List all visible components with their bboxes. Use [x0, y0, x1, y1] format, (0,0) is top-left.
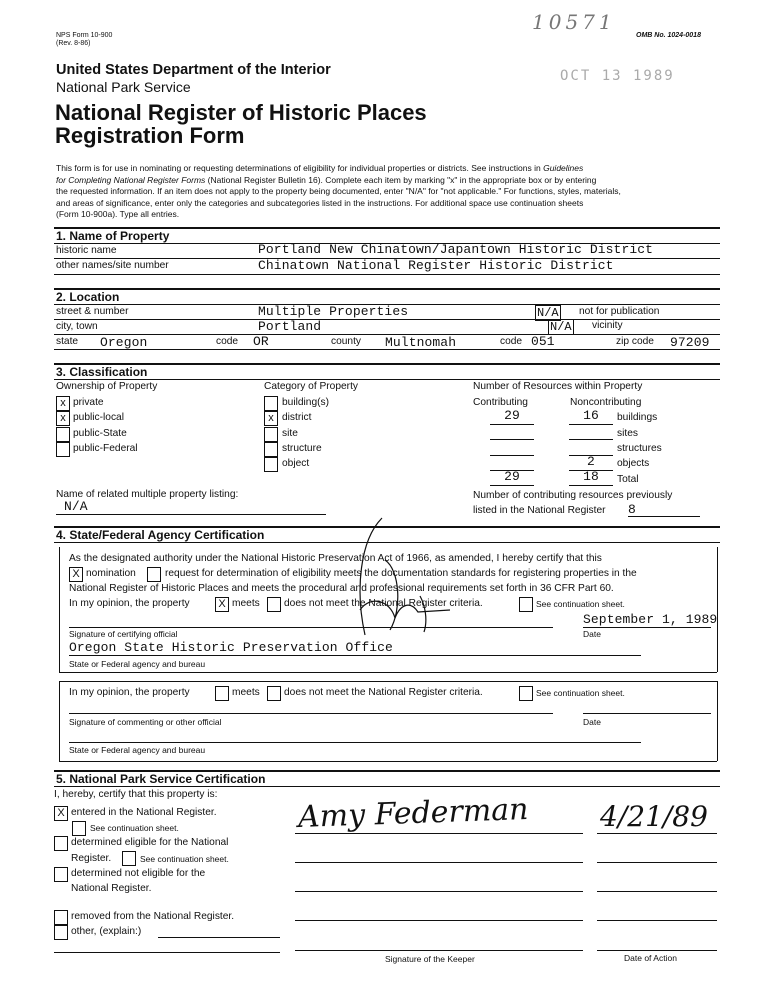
ownership-public-local-checkbox[interactable]: x [56, 411, 70, 426]
opinion-2-label: In my opinion, the property [69, 687, 190, 698]
resources-heading: Number of Resources within Property [473, 381, 643, 392]
county-code-value[interactable]: 051 [531, 334, 555, 349]
agency-2-label: State or Federal agency and bureau [69, 745, 206, 755]
see-continuation-2-label: See continuation sheet. [536, 688, 625, 698]
box-border-top [59, 681, 717, 682]
meets-2-checkbox[interactable] [215, 686, 229, 701]
section-1-heading: 1. Name of Property [56, 229, 170, 243]
objects-label: objects [617, 458, 650, 469]
previously-listed-value[interactable]: 8 [628, 502, 636, 517]
certifying-signature-scribble [300, 500, 500, 640]
box-border-bottom [59, 672, 717, 673]
date-2-line [583, 713, 711, 714]
action-date[interactable]: 4/21/89 [600, 800, 708, 833]
sites-label: sites [617, 428, 638, 439]
see-continuation-2-checkbox[interactable] [519, 686, 533, 701]
agency-value[interactable]: Oregon State Historic Preservation Office [69, 640, 393, 655]
related-listing-value[interactable]: N/A [64, 499, 88, 514]
category-object-checkbox[interactable] [264, 457, 278, 472]
noncontributing-objects[interactable]: 2 [587, 454, 595, 469]
service: National Park Service [56, 79, 191, 95]
action-line [597, 950, 717, 951]
date-of-action-label: Date of Action [624, 953, 677, 963]
vicinity-box[interactable]: N/A [550, 320, 572, 334]
other-checkbox[interactable] [54, 925, 68, 940]
historic-name-value[interactable]: Portland New Chinatown/Japantown Historic District [258, 242, 654, 257]
entered-continuation-checkbox[interactable] [72, 821, 86, 836]
related-listing-label: Name of related multiple property listing: [56, 489, 239, 500]
keeper-signature-label: Signature of the Keeper [385, 954, 475, 964]
category-heading: Category of Property [264, 381, 358, 392]
signature-label: Signature of certifying official [69, 629, 178, 639]
state-code-value[interactable]: OR [253, 334, 269, 349]
nomination-label: nomination [86, 568, 136, 579]
not-eligible-label-2: National Register. [71, 883, 152, 894]
ownership-public-federal-checkbox[interactable] [56, 442, 70, 457]
county-code-label: code [500, 336, 523, 347]
form-subtitle: Registration Form [55, 123, 245, 148]
form-number: NPS Form 10-900 [56, 32, 113, 39]
nps-intro: I, hereby, certify that this property is: [54, 789, 218, 800]
section-3-rule [54, 363, 720, 365]
underline [490, 424, 534, 425]
section-2-rule [54, 288, 720, 290]
signature-2-line [69, 713, 553, 714]
keeper-line [295, 891, 583, 892]
underline [56, 514, 326, 515]
agency-line [69, 655, 641, 656]
street-label: street & number [56, 306, 129, 317]
eligible-continuation-label: See continuation sheet. [140, 854, 229, 864]
nomination-checkbox[interactable]: X [69, 567, 83, 582]
cert-paragraph-2: request for determination of eligibility meets the documentation standards for registering properties in the [165, 568, 637, 579]
vicinity-label: vicinity [592, 320, 623, 331]
entered-continuation-label: See continuation sheet. [90, 823, 179, 833]
stamp-number: 10571 [532, 10, 616, 34]
category-building-checkbox[interactable] [264, 396, 278, 411]
other-names-value[interactable]: Chinatown National Register Historic District [258, 258, 614, 273]
box-border-bottom [59, 761, 717, 762]
section-3-heading: 3. Classification [56, 365, 148, 379]
box-border-left [59, 547, 60, 672]
city-value[interactable]: Portland [258, 319, 322, 334]
category-district-checkbox[interactable]: x [264, 411, 278, 426]
category-district-label: district [282, 412, 312, 423]
state-value[interactable]: Oregon [100, 335, 148, 350]
entered-checkbox[interactable]: X [54, 806, 68, 821]
buildings-label: buildings [617, 412, 658, 423]
underline [569, 485, 613, 486]
date-2-label: Date [583, 717, 601, 727]
zip-value[interactable]: 97209 [670, 335, 710, 350]
underline [628, 516, 700, 517]
keeper-line [295, 862, 583, 863]
form-revision: (Rev. 8-86) [56, 40, 91, 47]
contributing-total[interactable]: 29 [504, 469, 520, 484]
underline [490, 455, 534, 456]
removed-checkbox[interactable] [54, 910, 68, 925]
not-eligible-label: determined not eligible for the [71, 868, 206, 879]
city-label: city, town [56, 321, 98, 332]
box-border-left [59, 681, 60, 761]
previously-listed-label: Number of contributing resources previously [473, 490, 673, 501]
ownership-public-federal-label: public-Federal [73, 443, 138, 454]
see-continuation-checkbox[interactable] [519, 597, 533, 612]
section-4-heading: 4. State/Federal Agency Certification [56, 528, 265, 542]
agency-2-line [69, 742, 641, 743]
received-stamp: OCT 13 1989 [560, 68, 675, 84]
state-label: state [56, 336, 79, 347]
noncontributing-heading: Noncontributing [570, 397, 642, 408]
section-2-heading: 2. Location [56, 290, 120, 304]
ownership-private-label: private [73, 397, 104, 408]
contributing-heading: Contributing [473, 397, 528, 408]
category-site-label: site [282, 428, 298, 439]
zip-label: zip code [616, 336, 654, 347]
rule [54, 379, 720, 380]
meets-checkbox[interactable]: X [215, 597, 229, 612]
ownership-public-state-checkbox[interactable] [56, 427, 70, 442]
cert-paragraph-1: As the designated authority under the National Historic Preservation Act of 1966, as amended, I hereby certify that this [69, 553, 602, 564]
historic-name-label: historic name [56, 245, 117, 256]
total-label: Total [617, 474, 639, 485]
agency-label: State or Federal agency and bureau [69, 659, 206, 669]
date-line [583, 627, 711, 628]
meets-2-label: meets [232, 687, 260, 698]
category-structure-checkbox[interactable] [264, 442, 278, 457]
certification-date[interactable]: September 1, 1989 [583, 612, 718, 627]
eligible-label: determined eligible for the National [71, 837, 229, 848]
instructions: This form is for use in nominating or requesting determinations of eligibility for individual properties or districts. See instructions in Guidelines for Completing National Register Forms (National Register Bulletin 16). Complete each item by marking "x" in the appropriate box or by entering the requested information. If an item does not apply to the property being documented, enter "N/A" for "not applicable." For functions, styles, materials, and areas of significance, enter only the categories and subcategories listed in the instructions. For additional space use continuation sheets (Form 10-900a). Type all entries. [56, 163, 621, 219]
state-code-label: code [216, 336, 239, 347]
eligible-checkbox[interactable] [54, 836, 68, 851]
other-explain-line-2 [54, 952, 280, 953]
county-value[interactable]: Multnomah [385, 335, 457, 350]
form-title: National Register of Historic Places [55, 100, 427, 125]
box-border-right [717, 547, 718, 672]
ownership-public-local-label: public-local [73, 412, 124, 423]
rule [54, 786, 720, 787]
other-label: other, (explain:) [71, 926, 142, 937]
underline [490, 485, 534, 486]
does-not-meet-checkbox[interactable] [267, 597, 281, 612]
signature-2-label: Signature of commenting or other official [69, 717, 222, 727]
omb-number: OMB No. 1024-0018 [636, 32, 701, 39]
entered-label: entered in the National Register. [71, 807, 217, 818]
underline [569, 424, 613, 425]
rule [54, 349, 720, 350]
underline [490, 439, 534, 440]
does-not-meet-label: does not meet the National Register criteria. [284, 598, 483, 609]
category-object-label: object [282, 458, 310, 469]
see-continuation-label: See continuation sheet. [536, 599, 625, 609]
action-line [597, 833, 717, 834]
category-site-checkbox[interactable] [264, 427, 278, 442]
not-for-publication-label: not for publication [579, 306, 660, 317]
noncontributing-buildings[interactable]: 16 [583, 408, 599, 423]
other-explain-line [158, 937, 280, 938]
action-line [597, 862, 717, 863]
keeper-line [295, 950, 583, 951]
keeper-line [295, 920, 583, 921]
county-label: county [331, 336, 362, 347]
action-line [597, 891, 717, 892]
other-names-label: other names/site number [56, 260, 169, 271]
structures-label: structures [617, 443, 662, 454]
removed-label: removed from the National Register. [71, 911, 235, 922]
department: United States Department of the Interior [56, 62, 331, 78]
request-determination-checkbox[interactable] [147, 567, 161, 582]
eligible-continuation-checkbox[interactable] [122, 851, 136, 866]
not-eligible-checkbox[interactable] [54, 867, 68, 882]
section-5-heading: 5. National Park Service Certification [56, 772, 266, 786]
rule [54, 274, 720, 275]
previously-listed-label-2: listed in the National Register [473, 505, 606, 516]
underline [569, 439, 613, 440]
meets-label: meets [232, 598, 260, 609]
action-line [597, 920, 717, 921]
ownership-heading: Ownership of Property [56, 381, 158, 392]
contributing-buildings[interactable]: 29 [504, 408, 520, 423]
category-structure-label: structure [282, 443, 322, 454]
noncontributing-total[interactable]: 18 [583, 469, 599, 484]
category-building-label: building(s) [282, 397, 329, 408]
keeper-signature[interactable]: Amy Federman [297, 791, 530, 836]
opinion-label: In my opinion, the property [69, 598, 190, 609]
eligible-label-2: Register. [71, 853, 112, 864]
street-value[interactable]: Multiple Properties [258, 304, 409, 319]
keeper-line [295, 833, 583, 834]
ownership-public-state-label: public-State [73, 428, 127, 439]
box-border-right [717, 681, 718, 761]
date-label: Date [583, 629, 601, 639]
ownership-private-checkbox[interactable]: x [56, 396, 70, 411]
not-for-publication-box[interactable]: N/A [537, 306, 559, 320]
does-not-meet-2-label: does not meet the National Register criteria. [284, 687, 483, 698]
does-not-meet-2-checkbox[interactable] [267, 686, 281, 701]
cert-paragraph-3: National Register of Historic Places and meets the procedural and professional requirements set forth in 36 CFR Part 60. [69, 583, 614, 594]
